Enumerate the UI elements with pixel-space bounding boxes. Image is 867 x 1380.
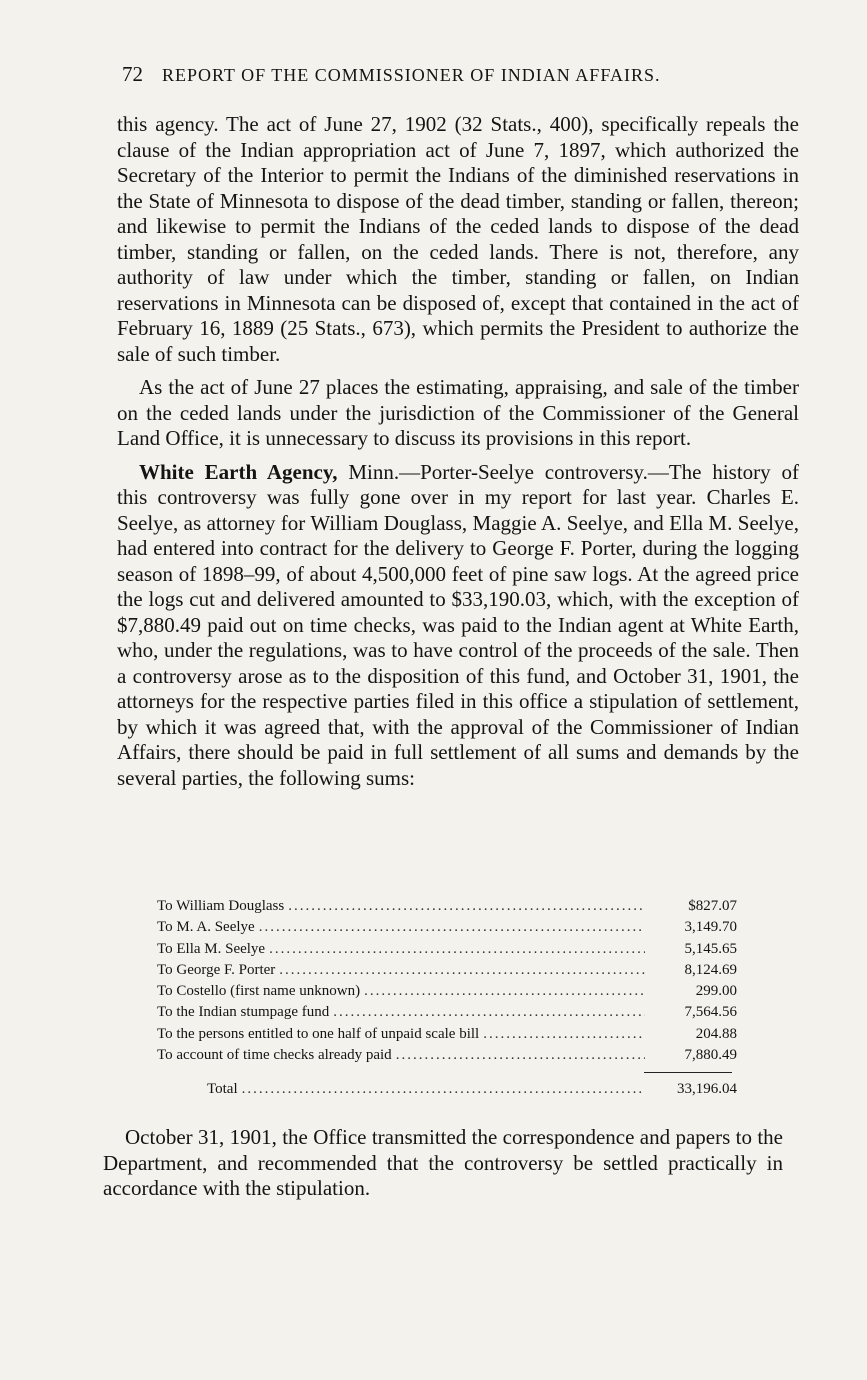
row-label: To George F. Porter: [157, 961, 276, 978]
row-amount: 7,564.56: [684, 1004, 737, 1021]
row-label: To M. A. Seelye: [157, 919, 255, 936]
settlement-table: [157, 896, 737, 1101]
page-header: [122, 62, 772, 87]
row-amount: $827.07: [688, 898, 737, 914]
paragraph-continued: this agency. The act of June 27, 1902 (32 Stats., 400), specifically repeals the clause of the Indian appropriation act of June 7, 1897, which authorized the Secretary of the Interior to permit the Indians of the diminished reservations in the State of Minnesota to dispose of the dead timber, standing or fallen, thereon; and likewise to permit the Indians of the ceded lands to dispose of the dead timber, standing or fallen, on the ceded lands. There is not, therefore, any authority of law under which the timber, standing or fallen, on Indian reservations in Minnesota can be disposed of, except that contained in the act of February 16, 1889 (25 Stats., 673), which permits the President to authorize the sale of such timber.: [117, 112, 799, 366]
leader-dots: [284, 896, 645, 917]
table-row: [157, 1002, 737, 1023]
table-row: [157, 917, 737, 938]
closing-paragraph: [103, 1125, 783, 1202]
paragraph-white-earth: [117, 460, 799, 792]
page-number: 72: [122, 62, 143, 86]
leader-dots: [329, 1002, 645, 1023]
row-label: To the persons entitled to one half of unpaid scale bill: [157, 1025, 480, 1042]
leader-dots: [265, 939, 645, 960]
paragraph-white-earth-body: —Porter-Seelye controversy.—The history of this controversy was fully gone over in my report for last year. Charles E. Seelye, as attorney for William Douglass, Maggie A. Seelye, and Ella M. Seelye, had entered into contract for the delivery to George F. Porter, during the logging season of 1898–99, of about 4,500,000 feet of pine saw logs. At the agreed price the logs cut and delivered amounted to $33,190.03, which, with the exception of $7,880.49 paid out on time checks, was paid to the Indian agent at White Earth, who, under the regulations, was to have control of the proceeds of the sale. Then a controversy arose as to the disposition of this fund, and October 31, 1901, the attorneys for the respective parties filed in this office a stipulation of settlement, by which it was agreed that, with the approval of the Commissioner of Indian Affairs, there should be paid in full settlement of all sums and demands by the several parties, the following sums:: [117, 459, 799, 790]
closing-text: October 31, 1901, the Office transmitted the correspondence and papers to the Department, and recommended that the controversy be settled practically in accordance with the stipulation.: [103, 1125, 783, 1200]
row-amount: 8,124.69: [684, 961, 737, 978]
leader-dots: [360, 981, 645, 1002]
leader-dots: [479, 1024, 645, 1045]
table-row: [157, 981, 737, 1002]
paragraph-act-june-27: As the act of June 27 places the estimating, appraising, and sale of the timber on the ceded lands under the jurisdiction of the Commissioner of the General Land Office, it is unnecessary to discuss its provisions in this report.: [117, 375, 799, 450]
row-label: To account of time checks already paid: [157, 1047, 392, 1064]
section-heading-state: Minn.: [348, 459, 400, 484]
table-row: [157, 939, 737, 960]
row-label: To the Indian stumpage fund: [157, 1004, 330, 1021]
row-amount: 299.00: [695, 983, 737, 1000]
section-heading: White Earth Agency,: [139, 459, 338, 484]
running-title: REPORT OF THE COMMISSIONER OF INDIAN AFFAIRS.: [162, 65, 661, 85]
row-amount: 7,880.49: [684, 1047, 737, 1064]
row-amount: 204.88: [695, 1025, 737, 1042]
leader-dots: [238, 1079, 645, 1100]
row-amount: 3,149.70: [684, 919, 737, 936]
table-row: [157, 1024, 737, 1045]
leader-dots: [392, 1045, 645, 1066]
table-row: [157, 896, 737, 917]
row-label: To Costello (first name unknown): [157, 983, 361, 1000]
row-label: To Ella M. Seelye: [157, 940, 266, 957]
total-label: Total: [207, 1081, 238, 1098]
total-row: [157, 1079, 737, 1100]
leader-dots: [275, 960, 645, 981]
row-amount: 5,145.65: [684, 940, 737, 957]
row-label: To William Douglass: [157, 898, 285, 914]
leader-dots: [255, 917, 645, 938]
total-rule: [644, 1072, 732, 1079]
body-text: [117, 112, 799, 799]
total-amount: 33,196.04: [677, 1081, 737, 1098]
table-row: [157, 1045, 737, 1066]
table-row: [157, 960, 737, 981]
